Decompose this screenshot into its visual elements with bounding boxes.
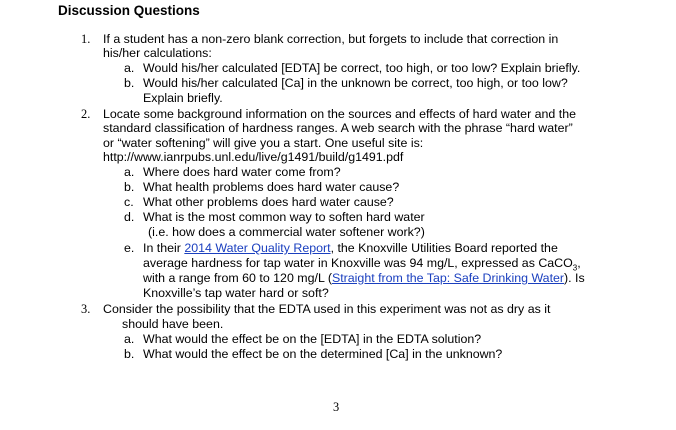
question-2e-label: e. (124, 241, 135, 255)
question-2e-line-1-post: , the Knoxville Utilities Board reported the (330, 241, 558, 255)
question-2e-line-3 (143, 272, 585, 286)
question-3-line-2: should have been. (122, 317, 224, 331)
question-2-number: 2. (81, 107, 91, 121)
question-3a-label: a. (124, 332, 135, 346)
question-2d-label: d. (124, 210, 135, 224)
question-3b-label: b. (124, 347, 135, 361)
question-1b-label: b. (124, 76, 135, 90)
question-1-number: 1. (81, 32, 91, 46)
question-2c-label: c. (124, 195, 134, 209)
question-3b-text: What would the effect be on the determined [Ca] in the unknown? (143, 347, 503, 361)
question-2-line-3: or “water softening” will give you a start. One useful site is: (103, 136, 424, 150)
question-2e-line-1 (143, 242, 558, 256)
question-2-url: http://www.ianrpubs.unl.edu/live/g1491/build/g1491.pdf (103, 150, 404, 164)
subscript-3: 3 (572, 263, 578, 273)
question-2e-line-1-pre: In their (143, 241, 185, 255)
question-1a-text: Would his/her calculated [EDTA] be correct, too high, or too low? Explain briefly. (143, 61, 581, 75)
question-2c-text: What other problems does hard water cause? (143, 195, 394, 209)
question-2e-line-3-post: ). Is (564, 271, 585, 285)
question-3a-text: What would the effect be on the [EDTA] in the EDTA solution? (143, 332, 482, 346)
water-quality-report-link[interactable]: 2014 Water Quality Report (184, 241, 331, 255)
question-1-line-2: his/her calculations: (103, 46, 212, 60)
question-2e-line-3-pre: with a range from 60 to 120 mg/L ( (143, 271, 332, 285)
question-1b-line-1: Would his/her calculated [Ca] in the unknown be correct, too high, or too low? (143, 76, 568, 90)
question-2b-text: What health problems does hard water cause? (143, 180, 400, 194)
page-number: 3 (333, 400, 340, 414)
question-2a-label: a. (124, 165, 135, 179)
question-2e-line-2 (143, 257, 581, 271)
question-2-line-2: standard classification of hardness ranges. A web search with the phrase “hard water” (103, 121, 573, 135)
question-3-number: 3. (81, 302, 91, 316)
question-3-line-1: Consider the possibility that the EDTA used in this experiment was not as dry as it (103, 302, 551, 316)
question-1b-line-2: Explain briefly. (143, 91, 223, 105)
question-1-line-1: If a student has a non-zero blank correction, but forgets to include that correction in (103, 32, 559, 46)
question-2d-line-1: What is the most common way to soften hard water (143, 210, 425, 224)
page-title: Discussion Questions (58, 3, 200, 18)
question-2a-text: Where does hard water come from? (143, 165, 341, 179)
question-2e-line-4: Knoxville’s tap water hard or soft? (143, 286, 329, 300)
question-2b-label: b. (124, 180, 135, 194)
question-2e-line-2-post: , (577, 256, 581, 270)
question-2-line-1: Locate some background information on the sources and effects of hard water and the (103, 107, 576, 121)
safe-drinking-water-link[interactable]: Straight from the Tap: Safe Drinking Water (331, 271, 565, 285)
question-2d-line-2: (i.e. how does a commercial water softener work?) (148, 225, 425, 239)
question-2e-line-2-pre: average hardness for tap water in Knoxville was 94 mg/L, expressed as CaCO (143, 256, 573, 270)
question-1a-label: a. (124, 61, 135, 75)
